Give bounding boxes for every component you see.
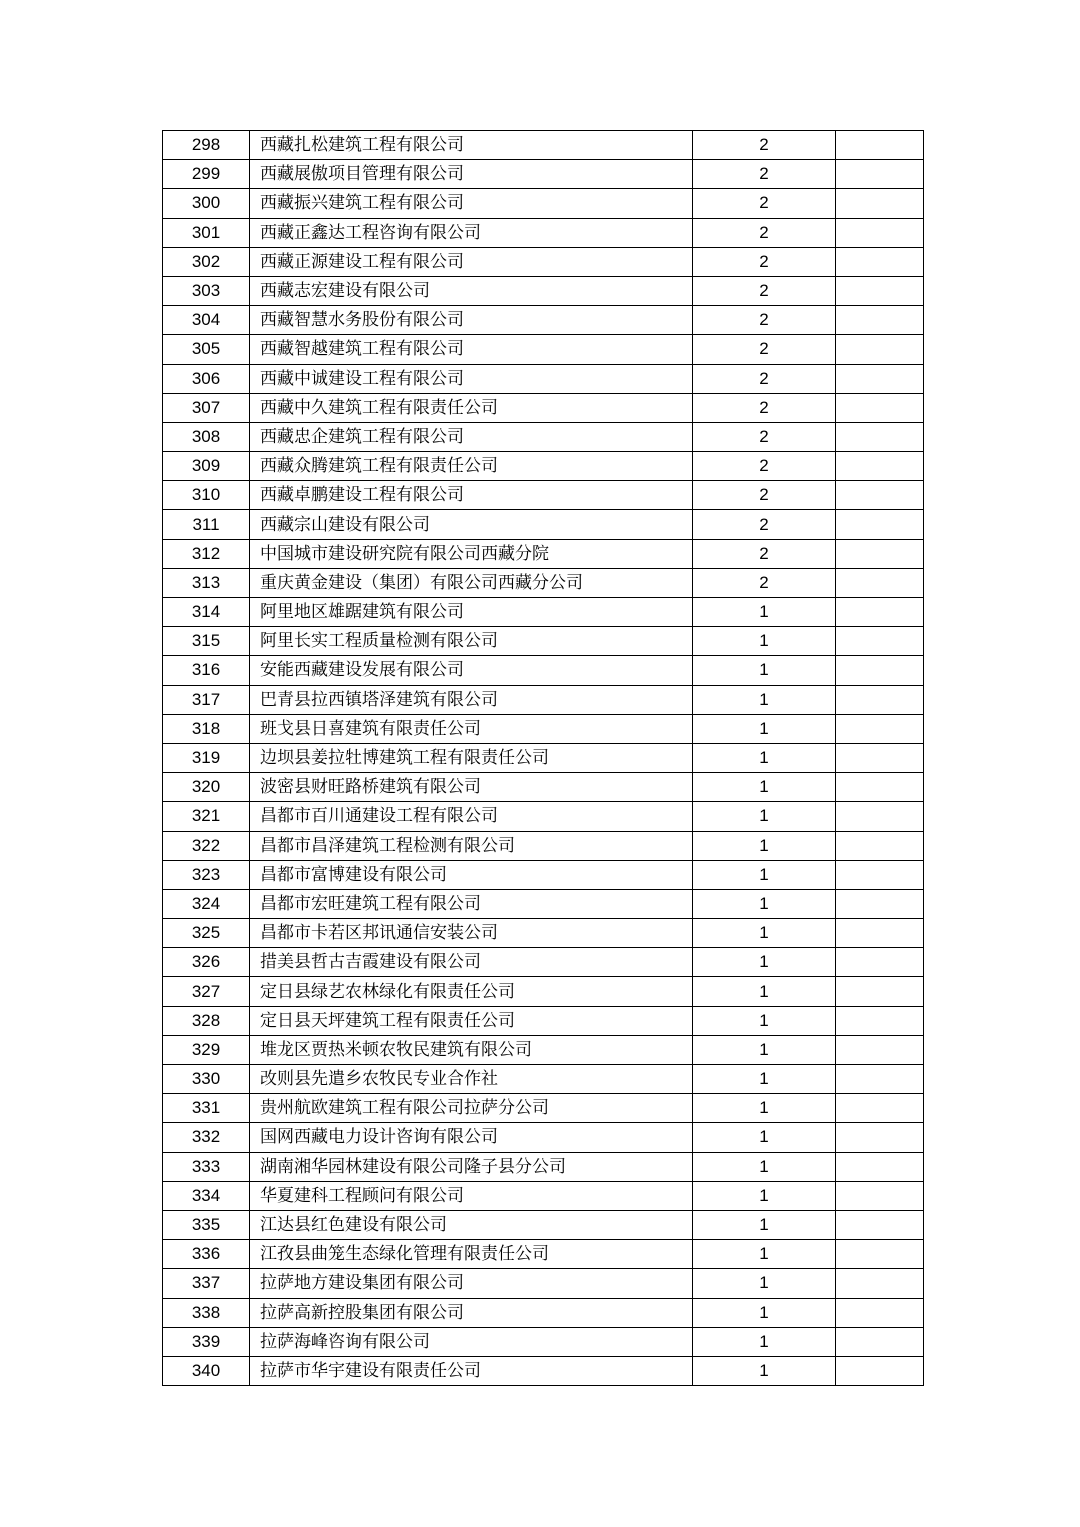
table-row [163, 948, 924, 977]
company-name-cell: 边坝县姜拉牡博建筑工程有限责任公司 [250, 743, 693, 772]
table-row [163, 773, 924, 802]
company-table [162, 130, 924, 1386]
row-number-cell: 301 [163, 218, 250, 247]
table-row [163, 656, 924, 685]
company-name-cell: 拉萨地方建设集团有限公司 [250, 1269, 693, 1298]
note-cell [836, 422, 924, 451]
company-name-cell: 中国城市建设研究院有限公司西藏分院 [250, 539, 693, 568]
table-row [163, 422, 924, 451]
company-name-cell: 西藏正鑫达工程咨询有限公司 [250, 218, 693, 247]
table-row [163, 218, 924, 247]
row-number-cell: 331 [163, 1094, 250, 1123]
count-cell: 2 [693, 335, 836, 364]
note-cell [836, 831, 924, 860]
table-row [163, 889, 924, 918]
table-row [163, 1181, 924, 1210]
count-cell: 1 [693, 1269, 836, 1298]
row-number-cell: 326 [163, 948, 250, 977]
note-cell [836, 977, 924, 1006]
row-number-cell: 339 [163, 1327, 250, 1356]
count-cell: 1 [693, 1094, 836, 1123]
note-cell [836, 860, 924, 889]
table-row [163, 276, 924, 305]
row-number-cell: 313 [163, 568, 250, 597]
row-number-cell: 307 [163, 393, 250, 422]
company-name-cell: 重庆黄金建设（集团）有限公司西藏分公司 [250, 568, 693, 597]
count-cell: 2 [693, 452, 836, 481]
count-cell: 1 [693, 1298, 836, 1327]
row-number-cell: 322 [163, 831, 250, 860]
note-cell [836, 1240, 924, 1269]
company-name-cell: 昌都市宏旺建筑工程有限公司 [250, 889, 693, 918]
table-row [163, 393, 924, 422]
table-row [163, 1006, 924, 1035]
note-cell [836, 1006, 924, 1035]
count-cell: 2 [693, 247, 836, 276]
table-row [163, 743, 924, 772]
company-name-cell: 堆龙区贾热米顿农牧民建筑有限公司 [250, 1035, 693, 1064]
company-name-cell: 拉萨海峰咨询有限公司 [250, 1327, 693, 1356]
table-row [163, 1298, 924, 1327]
count-cell: 2 [693, 364, 836, 393]
count-cell: 2 [693, 481, 836, 510]
count-cell: 1 [693, 1035, 836, 1064]
company-name-cell: 定日县天坪建筑工程有限责任公司 [250, 1006, 693, 1035]
note-cell [836, 160, 924, 189]
table-row [163, 1123, 924, 1152]
count-cell: 1 [693, 1356, 836, 1385]
note-cell [836, 1327, 924, 1356]
table-row [163, 335, 924, 364]
count-cell: 2 [693, 422, 836, 451]
row-number-cell: 310 [163, 481, 250, 510]
row-number-cell: 320 [163, 773, 250, 802]
note-cell [836, 627, 924, 656]
note-cell [836, 481, 924, 510]
note-cell [836, 743, 924, 772]
table-row [163, 1210, 924, 1239]
note-cell [836, 189, 924, 218]
table-row [163, 714, 924, 743]
row-number-cell: 338 [163, 1298, 250, 1327]
count-cell: 2 [693, 131, 836, 160]
row-number-cell: 308 [163, 422, 250, 451]
company-name-cell: 西藏众腾建筑工程有限责任公司 [250, 452, 693, 481]
row-number-cell: 333 [163, 1152, 250, 1181]
note-cell [836, 218, 924, 247]
company-name-cell: 西藏智慧水务股份有限公司 [250, 306, 693, 335]
note-cell [836, 539, 924, 568]
note-cell [836, 131, 924, 160]
note-cell [836, 714, 924, 743]
note-cell [836, 656, 924, 685]
note-cell [836, 948, 924, 977]
row-number-cell: 325 [163, 919, 250, 948]
count-cell: 1 [693, 860, 836, 889]
count-cell: 1 [693, 831, 836, 860]
table-row [163, 510, 924, 539]
count-cell: 2 [693, 276, 836, 305]
row-number-cell: 335 [163, 1210, 250, 1239]
company-name-cell: 改则县先遣乡农牧民专业合作社 [250, 1065, 693, 1094]
note-cell [836, 335, 924, 364]
company-name-cell: 西藏宗山建设有限公司 [250, 510, 693, 539]
company-name-cell: 班戈县日喜建筑有限责任公司 [250, 714, 693, 743]
row-number-cell: 337 [163, 1269, 250, 1298]
company-name-cell: 西藏中久建筑工程有限责任公司 [250, 393, 693, 422]
row-number-cell: 304 [163, 306, 250, 335]
count-cell: 1 [693, 598, 836, 627]
count-cell: 1 [693, 889, 836, 918]
note-cell [836, 685, 924, 714]
company-name-cell: 西藏智越建筑工程有限公司 [250, 335, 693, 364]
count-cell: 1 [693, 948, 836, 977]
table-row [163, 1094, 924, 1123]
row-number-cell: 314 [163, 598, 250, 627]
note-cell [836, 1356, 924, 1385]
table-row [163, 1035, 924, 1064]
count-cell: 1 [693, 1006, 836, 1035]
row-number-cell: 330 [163, 1065, 250, 1094]
company-name-cell: 昌都市昌泽建筑工程检测有限公司 [250, 831, 693, 860]
table-row [163, 1065, 924, 1094]
table-row [163, 247, 924, 276]
note-cell [836, 802, 924, 831]
note-cell [836, 598, 924, 627]
row-number-cell: 316 [163, 656, 250, 685]
table-row [163, 1240, 924, 1269]
table-row [163, 1152, 924, 1181]
company-name-cell: 西藏中诚建设工程有限公司 [250, 364, 693, 393]
company-name-cell: 西藏正源建设工程有限公司 [250, 247, 693, 276]
row-number-cell: 328 [163, 1006, 250, 1035]
company-name-cell: 昌都市卡若区邦讯通信安装公司 [250, 919, 693, 948]
company-name-cell: 江达县红色建设有限公司 [250, 1210, 693, 1239]
count-cell: 1 [693, 743, 836, 772]
row-number-cell: 332 [163, 1123, 250, 1152]
count-cell: 2 [693, 539, 836, 568]
table-row [163, 977, 924, 1006]
company-name-cell: 安能西藏建设发展有限公司 [250, 656, 693, 685]
count-cell: 1 [693, 773, 836, 802]
row-number-cell: 327 [163, 977, 250, 1006]
company-name-cell: 阿里地区雄踞建筑有限公司 [250, 598, 693, 627]
count-cell: 1 [693, 685, 836, 714]
table-row [163, 685, 924, 714]
count-cell: 1 [693, 1152, 836, 1181]
row-number-cell: 298 [163, 131, 250, 160]
note-cell [836, 452, 924, 481]
note-cell [836, 773, 924, 802]
note-cell [836, 1065, 924, 1094]
count-cell: 1 [693, 656, 836, 685]
company-name-cell: 西藏扎松建筑工程有限公司 [250, 131, 693, 160]
row-number-cell: 302 [163, 247, 250, 276]
row-number-cell: 306 [163, 364, 250, 393]
note-cell [836, 276, 924, 305]
table-row [163, 1356, 924, 1385]
company-name-cell: 湖南湘华园林建设有限公司隆子县分公司 [250, 1152, 693, 1181]
company-name-cell: 西藏忠企建筑工程有限公司 [250, 422, 693, 451]
note-cell [836, 1210, 924, 1239]
table-row [163, 364, 924, 393]
table-row [163, 919, 924, 948]
company-name-cell: 华夏建科工程顾问有限公司 [250, 1181, 693, 1210]
table-row [163, 539, 924, 568]
note-cell [836, 364, 924, 393]
row-number-cell: 317 [163, 685, 250, 714]
note-cell [836, 393, 924, 422]
count-cell: 2 [693, 189, 836, 218]
table-row [163, 160, 924, 189]
row-number-cell: 318 [163, 714, 250, 743]
table-row [163, 627, 924, 656]
note-cell [836, 1181, 924, 1210]
company-name-cell: 波密县财旺路桥建筑有限公司 [250, 773, 693, 802]
company-name-cell: 西藏展傲项目管理有限公司 [250, 160, 693, 189]
table-row [163, 831, 924, 860]
table-row [163, 189, 924, 218]
note-cell [836, 568, 924, 597]
company-name-cell: 定日县绿艺农林绿化有限责任公司 [250, 977, 693, 1006]
count-cell: 2 [693, 393, 836, 422]
note-cell [836, 510, 924, 539]
company-name-cell: 昌都市百川通建设工程有限公司 [250, 802, 693, 831]
count-cell: 1 [693, 1240, 836, 1269]
table-row [163, 131, 924, 160]
count-cell: 1 [693, 1181, 836, 1210]
row-number-cell: 324 [163, 889, 250, 918]
company-name-cell: 阿里长实工程质量检测有限公司 [250, 627, 693, 656]
company-name-cell: 贵州航欧建筑工程有限公司拉萨分公司 [250, 1094, 693, 1123]
company-name-cell: 拉萨市华宇建设有限责任公司 [250, 1356, 693, 1385]
table-row [163, 452, 924, 481]
count-cell: 1 [693, 1123, 836, 1152]
company-table-body [163, 131, 924, 1386]
table-row [163, 802, 924, 831]
table-row [163, 568, 924, 597]
company-name-cell: 国网西藏电力设计咨询有限公司 [250, 1123, 693, 1152]
note-cell [836, 889, 924, 918]
count-cell: 2 [693, 160, 836, 189]
row-number-cell: 305 [163, 335, 250, 364]
row-number-cell: 303 [163, 276, 250, 305]
count-cell: 1 [693, 1065, 836, 1094]
count-cell: 1 [693, 714, 836, 743]
count-cell: 1 [693, 977, 836, 1006]
count-cell: 2 [693, 568, 836, 597]
row-number-cell: 311 [163, 510, 250, 539]
table-row [163, 306, 924, 335]
row-number-cell: 340 [163, 1356, 250, 1385]
note-cell [836, 1123, 924, 1152]
table-row [163, 598, 924, 627]
row-number-cell: 312 [163, 539, 250, 568]
company-name-cell: 西藏振兴建筑工程有限公司 [250, 189, 693, 218]
company-name-cell: 巴青县拉西镇塔泽建筑有限公司 [250, 685, 693, 714]
count-cell: 1 [693, 802, 836, 831]
note-cell [836, 1094, 924, 1123]
company-name-cell: 西藏卓鹏建设工程有限公司 [250, 481, 693, 510]
note-cell [836, 1269, 924, 1298]
company-name-cell: 昌都市富博建设有限公司 [250, 860, 693, 889]
count-cell: 1 [693, 1327, 836, 1356]
table-row [163, 1327, 924, 1356]
row-number-cell: 315 [163, 627, 250, 656]
note-cell [836, 1152, 924, 1181]
count-cell: 2 [693, 218, 836, 247]
count-cell: 1 [693, 919, 836, 948]
row-number-cell: 300 [163, 189, 250, 218]
row-number-cell: 329 [163, 1035, 250, 1064]
company-name-cell: 措美县哲古吉霞建设有限公司 [250, 948, 693, 977]
count-cell: 2 [693, 510, 836, 539]
company-name-cell: 西藏志宏建设有限公司 [250, 276, 693, 305]
table-row [163, 860, 924, 889]
row-number-cell: 321 [163, 802, 250, 831]
note-cell [836, 1035, 924, 1064]
note-cell [836, 247, 924, 276]
note-cell [836, 306, 924, 335]
count-cell: 1 [693, 627, 836, 656]
note-cell [836, 919, 924, 948]
row-number-cell: 319 [163, 743, 250, 772]
note-cell [836, 1298, 924, 1327]
row-number-cell: 334 [163, 1181, 250, 1210]
count-cell: 2 [693, 306, 836, 335]
table-row [163, 481, 924, 510]
row-number-cell: 323 [163, 860, 250, 889]
count-cell: 1 [693, 1210, 836, 1239]
table-row [163, 1269, 924, 1298]
row-number-cell: 299 [163, 160, 250, 189]
company-name-cell: 江孜县曲笼生态绿化管理有限责任公司 [250, 1240, 693, 1269]
company-name-cell: 拉萨高新控股集团有限公司 [250, 1298, 693, 1327]
row-number-cell: 336 [163, 1240, 250, 1269]
row-number-cell: 309 [163, 452, 250, 481]
